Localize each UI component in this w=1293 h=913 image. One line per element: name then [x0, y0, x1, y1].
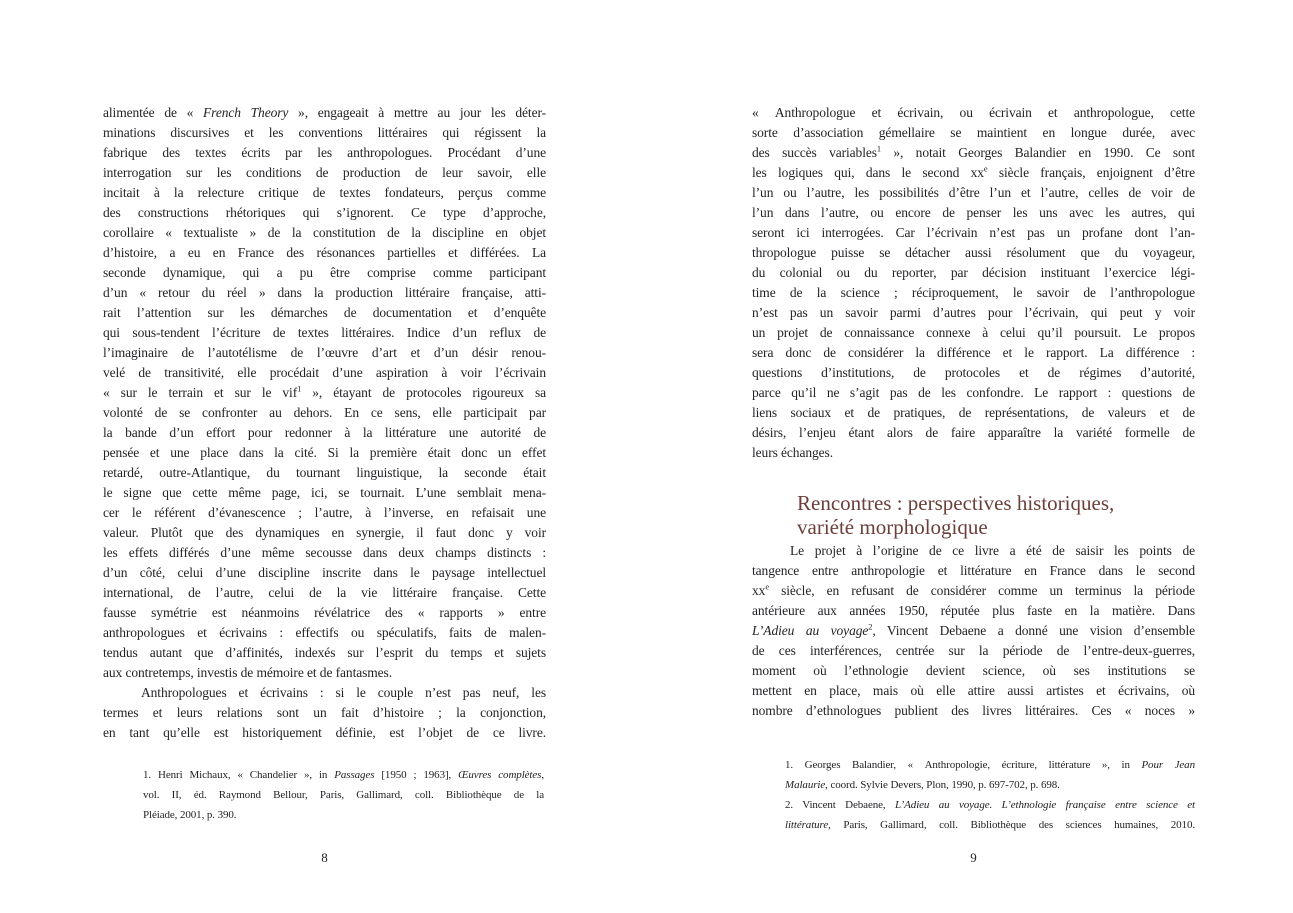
- text-line: désirs, l’enjeu étant alors de faire apparaître la variété formelle de: [752, 425, 1195, 440]
- text-line: 2. Vincent Debaene, L’Adieu au voyage. L’ethnologie française entre science et: [785, 799, 1196, 811]
- text-line: time de la science ; réciproquement, le savoir de l’anthropologue: [752, 285, 1195, 300]
- text-line: antérieure aux années 1950, réputée plus faste en la matière. Dans: [752, 603, 1195, 618]
- text-line: fausse symétrie est néanmoins révélatrice des « rapports » entre: [103, 605, 546, 620]
- text-line: seront ici interrogées. Car l’écrivain n’est pas un profane dont l’an-: [752, 225, 1195, 240]
- left-paragraph-2: [103, 683, 546, 743]
- page-left: [103, 103, 546, 893]
- text-line: pensée et une place dans la cité. Si la première était donc un effet: [103, 445, 546, 460]
- text-line: nombre d’ethnologues publient des livres littéraires. Ces « noces »: [752, 703, 1195, 718]
- text-line: les logiques qui, dans le second $xx^e$ siècle français, enjoignent d’être: [752, 164, 1195, 180]
- text-line: Rencontres : perspectives historiques,: [797, 491, 1115, 515]
- right-opening-paragraph: [752, 103, 1195, 463]
- text-line: L’Adieu au voyage$^2$, Vincent Debaene a donné une vision d’ensemble: [752, 622, 1195, 638]
- text-line: la bande d’un effort pour redonner à la littérature une autorité de: [103, 425, 546, 440]
- text-line: $xx^e$ siècle, en refusant de considérer comme un terminus la période: [752, 582, 1195, 598]
- text-line: littérature, Paris, Gallimard, coll. Bibliothèque des sciences humaines, 2010.: [785, 819, 1195, 831]
- text-line: l’un ou l’autre, les possibilités d’être l’un et l’autre, celles de voir de: [752, 185, 1195, 200]
- text-line: Le projet à l’origine de ce livre a été de saisir les points de: [790, 543, 1195, 558]
- text-line: international, de l’autre, celui de la vie littéraire française. Cette: [103, 585, 546, 600]
- text-line: « sur le terrain et sur le vif$^1$ », étayant de protocoles rigoureux sa: [103, 384, 546, 400]
- text-line: aux contretemps, investis de mémoire et de fantasmes.: [103, 665, 392, 680]
- text-line: volonté de se confronter au dehors. En ce sens, elle participait par: [103, 405, 546, 420]
- text-line: qui sous-tendent l’écriture de textes littéraires. Indice d’un reflux de: [103, 325, 546, 340]
- page-right: [752, 103, 1195, 893]
- text-line: anthropologues et écrivains : effectifs ou spéculatifs, faits de malen-: [103, 625, 546, 640]
- text-line: variété morphologique: [797, 515, 988, 539]
- text-line: termes et leurs relations sont un fait d’histoire ; la conjonction,: [103, 705, 546, 720]
- left-footnote: [143, 765, 544, 825]
- right-footnotes: [785, 755, 1195, 835]
- text-line: tangence entre anthropologie et littérature en France dans le second: [752, 563, 1195, 578]
- page-number-right: 9: [970, 850, 977, 865]
- left-paragraph-1: [103, 103, 546, 683]
- text-line: l’imaginaire de l’autotélisme de l’œuvre d’art et d’un désir renou-: [103, 345, 546, 360]
- text-line: vol. II, éd. Raymond Bellour, Paris, Gallimard, coll. Bibliothèque de la: [143, 789, 544, 801]
- text-line: seconde dynamique, qui a pu être comprise comme participant: [103, 265, 546, 280]
- text-line: thropologue puisse se détacher aussi résolument que du voyageur,: [752, 245, 1195, 260]
- text-line: parce qu’il ne s’agit pas de les confondre. Le rapport : questions de: [752, 385, 1195, 400]
- text-line: sorte d’association gémellaire se maintient en longue durée, avec: [752, 125, 1195, 140]
- text-line: mettent en place, mais où elle attire aussi artistes et écrivains, où: [752, 683, 1195, 698]
- text-line: leurs échanges.: [752, 445, 833, 460]
- text-line: Malaurie, coord. Sylvie Devers, Plon, 1990, p. 697-702, p. 698.: [785, 779, 1060, 791]
- text-line: minations discursives et les conventions littéraires qui régissent la: [103, 125, 546, 140]
- text-line: de ces interférences, centrée sur la période de l’entre-deux-guerres,: [752, 643, 1195, 658]
- section-heading: [752, 491, 1195, 539]
- text-line: incitait à la relecture critique de textes fondateurs, perçus comme: [103, 185, 546, 200]
- text-line: sera donc de considérer la différence et le rapport. La différence :: [752, 345, 1195, 360]
- text-line: d’histoire, a eu en France des résonances partielles et différées. La: [103, 245, 546, 260]
- text-line: d’un « retour du réel » dans la production littéraire française, atti-: [103, 285, 546, 300]
- text-line: tendus autant que d’affinités, indexés sur l’esprit du temps et sujets: [103, 645, 546, 660]
- text-line: en tant qu’elle est historiquement définie, est l’objet de ce livre.: [103, 725, 546, 740]
- text-line: fabrique des textes écrits par les anthropologues. Procédant d’une: [103, 145, 546, 160]
- text-line: l’un dans l’autre, ou encore de penser les uns avec les autres, qui: [752, 205, 1195, 220]
- text-line: valeur. Plutôt que des dynamiques en synergie, il faut donc y voir: [103, 525, 546, 540]
- text-line: velé de transitivité, elle procédait d’une aspiration à voir l’écrivain: [103, 365, 546, 380]
- text-line: 1. Henri Michaux, « Chandelier », in Passages [1950 ; 1963], Œuvres complètes,: [143, 769, 545, 781]
- page-number-left: 8: [321, 850, 328, 865]
- text-line: n’est pas un savoir parmi d’autres pour l’écrivain, qui peut y voir: [752, 305, 1195, 320]
- text-line: un projet de connaissance connexe à celui qu’il poursuit. Le propos: [752, 325, 1195, 340]
- right-body-paragraph: [752, 541, 1195, 721]
- text-line: le signe que cette même page, ici, se tournait. L’une semblait mena-: [103, 485, 546, 500]
- text-line: moment où l’ethnologie devient science, où ses institutions se: [752, 663, 1195, 678]
- text-line: liens sociaux et de pratiques, de représentations, de valeurs et de: [752, 405, 1195, 420]
- text-line: Pléiade, 2001, p. 390.: [143, 809, 237, 821]
- text-line: les effets différés d’une même secousse dans deux champs distincts :: [103, 545, 546, 560]
- text-line: d’un côté, celui d’une discipline inscrite dans le paysage intellectuel: [103, 565, 546, 580]
- text-line: 1. Georges Balandier, « Anthropologie, écriture, littérature », in Pour Jean: [785, 759, 1195, 771]
- text-line: corollaire « textualiste » de la constitution de la discipline en objet: [103, 225, 546, 240]
- text-line: retardé, outre-Atlantique, du tournant linguistique, la seconde était: [103, 465, 546, 480]
- text-line: interrogation sur les conditions de production de leur savoir, elle: [103, 165, 546, 180]
- text-line: rait l’attention sur les démarches de documentation et d’enquête: [103, 305, 546, 320]
- text-line: alimentée de « French Theory », engageait à mettre au jour les déter-: [103, 105, 546, 120]
- text-line: des constructions rhétoriques qui s’ignorent. Ce type d’approche,: [103, 205, 546, 220]
- text-line: questions d’institutions, de protocoles et de régimes d’autorité,: [752, 365, 1195, 380]
- text-line: Anthropologues et écrivains : si le couple n’est pas neuf, les: [141, 685, 546, 700]
- text-line: cer le référent d’évanescence ; l’autre, à l’inverse, en refaisait une: [103, 505, 546, 520]
- text-line: « Anthropologue et écrivain, ou écrivain et anthropologue, cette: [752, 105, 1195, 120]
- text-line: des succès variables$^1$ », notait Georges Balandier en 1990. Ce sont: [752, 144, 1195, 160]
- text-line: du colonial ou du reporter, par décision instituant l’exercice légi-: [752, 265, 1195, 280]
